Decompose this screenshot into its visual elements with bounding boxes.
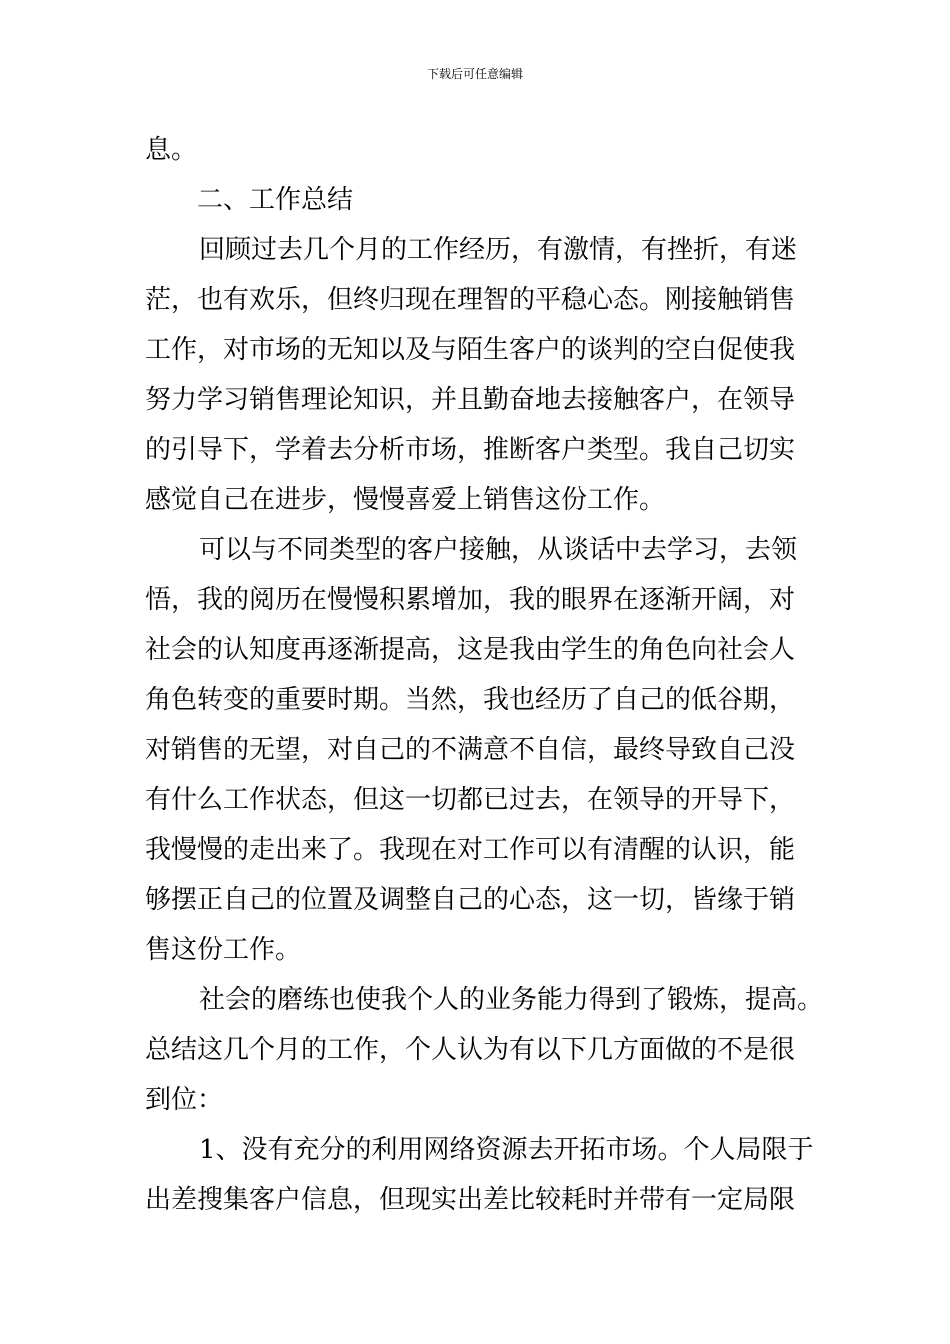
text-line: 可以与不同类型的客户接触，从谈话中去学习，去领 [199,535,798,565]
text-line: 回顾过去几个月的工作经历，有激情，有挫折，有迷 [199,235,798,265]
document-body [145,125,835,1225]
text-line: 息。 [145,135,198,165]
text-line: 感觉自己在进步，慢慢喜爱上销售这份工作。 [145,485,666,515]
text-line: 1、没有充分的利用网络资源去开拓市场。个人局限于 [199,1135,814,1165]
text-line: 对销售的无望，对自己的不满意不自信，最终导致自己没 [145,735,796,765]
text-line: 努力学习销售理论知识，并且勤奋地去接触客户，在领导 [145,385,796,415]
text-line: 到位： [145,1085,224,1115]
text-line: 总结这几个月的工作，个人认为有以下几方面做的不是很 [145,1035,796,1065]
header-note: 下载后可任意编辑 [426,67,523,81]
section-heading: 二、工作总结 [197,185,354,215]
text-line: 悟，我的阅历在慢慢积累增加，我的眼界在逐渐开阔，对 [145,585,796,615]
text-line: 社会的认知度再逐渐提高，这是我由学生的角色向社会人 [145,635,796,665]
text-line: 的引导下，学着去分析市场，推断客户类型。我自己切实 [145,435,796,465]
text-line: 工作，对市场的无知以及与陌生客户的谈判的空白促使我 [145,335,796,365]
text-line: 社会的磨练也使我个人的业务能力得到了锻炼，提高。 [199,985,824,1015]
text-line: 茫，也有欢乐，但终归现在理智的平稳心态。刚接触销售 [145,285,796,315]
text-line: 我慢慢的走出来了。我现在对工作可以有清醒的认识，能 [145,835,796,865]
text-line: 售这份工作。 [145,935,302,965]
text-line: 有什么工作状态，但这一切都已过去，在领导的开导下， [145,785,796,815]
text-line: 够摆正自己的位置及调整自己的心态，这一切，皆缘于销 [145,885,796,915]
text-line: 角色转变的重要时期。当然，我也经历了自己的低谷期， [145,685,796,715]
text-line: 出差搜集客户信息，但现实出差比较耗时并带有一定局限 [145,1185,796,1215]
